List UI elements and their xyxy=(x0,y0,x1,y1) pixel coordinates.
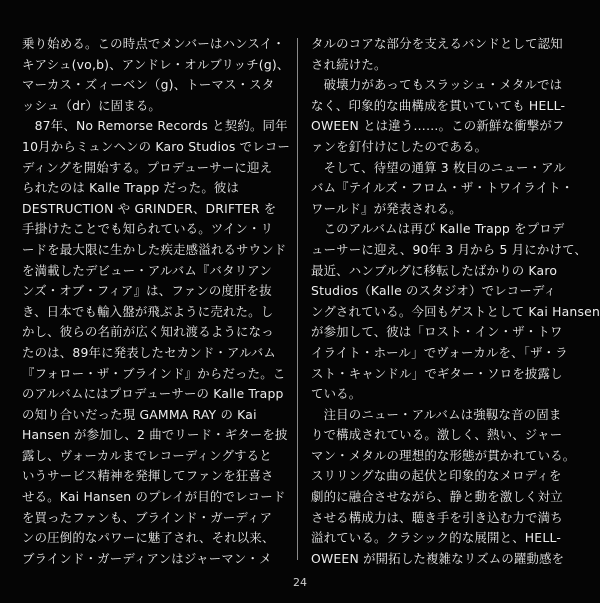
text-line: キアシュ(vo,b)、アンドレ・オルブリッチ(g)、 xyxy=(22,56,290,72)
text-line: Hansen が参加し、2 曲でリード・ギターを披 xyxy=(22,427,288,443)
text-line: き、日本でも輸入盤が飛ぶように売れた。し xyxy=(22,303,274,319)
text-line: マーカス・ズィーベン（g)、トーマス・スタ xyxy=(22,77,275,93)
text-line: 最近、ハンブルグに移転したばかりの Karo xyxy=(311,262,558,278)
text-line: られたのは Kalle Trapp だった。彼は xyxy=(22,180,240,196)
text-line: 溢れている。クラシック的な展開と、HELL- xyxy=(311,530,561,546)
text-line: ディングを開始する。プロデューサーに迎え xyxy=(22,159,273,175)
text-line: が参加して、彼は「ロスト・イン・ザ・トワ xyxy=(311,324,563,340)
text-line: マン・メタルの理想的な形態が貫かれている。 xyxy=(311,447,576,463)
text-line: Studios（Kalle のスタジオ）でレコーディ xyxy=(311,283,557,299)
text-line: OWEEN とは違う……。この新鮮な衝撃がフ xyxy=(311,118,565,134)
page-number: 24 xyxy=(293,576,307,589)
text-line: スト・キャンドル」でギター・ソロを披露し xyxy=(311,365,563,381)
text-line: ワールド』が発表される。 xyxy=(311,200,462,216)
text-line: され続けた。 xyxy=(311,56,387,72)
text-line: 劇的に融合させながら、静と動を激しく対立 xyxy=(311,489,563,505)
text-line: ァンを釘付けにしたのである。 xyxy=(311,138,488,154)
text-line: 87年、No Remorse Records と契約。同年 xyxy=(22,118,288,134)
text-line: 手掛けたことでも知られている。ツイン・リ xyxy=(22,221,274,237)
text-line: イライト・ホール」でヴォーカルを、「ザ・ラ xyxy=(311,344,568,360)
text-line: バム『テイルズ・フロム・ザ・トワイライト・ xyxy=(311,180,574,196)
text-line: DESTRUCTION や GRINDER、DRIFTER を xyxy=(22,200,277,216)
text-line: させる構成力は、聴き手を引き込む力で満ち xyxy=(311,509,563,525)
column-divider xyxy=(297,38,298,560)
text-line: タルのコアな部分を支えるバンドとして認知 xyxy=(311,36,563,51)
text-line: スリリングな曲の起伏と印象的なメロディを xyxy=(311,468,562,484)
text-line: ッシュ（dr）に固まる。 xyxy=(22,97,162,113)
text-line: なく、印象的な曲構成を貫いていても HELL- xyxy=(311,97,566,113)
text-line: このアルバムは再び Kalle Trapp をプロデ xyxy=(311,221,565,237)
text-line: 『フォロー・ザ・ブラインド』からだった。こ xyxy=(22,365,286,381)
text-line: ューサーに迎え、90年 3 月から 5 月にかけて、 xyxy=(311,241,588,257)
text-line: りで構成されている。激しく、熱い、ジャー xyxy=(311,427,563,443)
right-text-column xyxy=(311,34,600,569)
text-line: ブラインド・ガーディアンはジャーマン・メ xyxy=(22,550,272,566)
text-line: いうサービス精神を発揮してファンを狂喜さ xyxy=(22,468,274,484)
text-line: 乗り始める。この時点でメンバーはハンスイ・ xyxy=(22,36,285,51)
text-line: ンズ・オブ・フィア』は、ファンの度肝を抜 xyxy=(22,283,272,299)
left-text-column xyxy=(22,34,292,569)
text-line: たのは、89年に発表したセカンド・アルバム xyxy=(22,344,277,360)
text-line: ングされている。今回もゲストとして Kai Hansen xyxy=(311,303,600,319)
text-line: のアルバムにはプロデューサーの Kalle Trapp xyxy=(22,386,284,402)
text-line: を買ったファンも、ブラインド・ガーディア xyxy=(22,509,273,525)
text-line: 注目のニュー・アルバムは強靱な音の固ま xyxy=(311,406,562,422)
text-line: せる。Kai Hansen のプレイが目的でレコード xyxy=(22,489,286,505)
text-line: を満載したデビュー・アルバム『バタリアン xyxy=(22,262,272,278)
text-line: 露し、ヴォーカルまでレコーディングすると xyxy=(22,447,272,463)
text-line: 10月からミュンヘンの Karo Studios でレコー xyxy=(22,138,291,154)
text-line: 破壊力があってもスラッシュ・メタルでは xyxy=(311,77,563,93)
text-line: ンの圧倒的なパワーに魅了され、それ以来、 xyxy=(22,530,275,546)
text-line: の知り合いだった現 GAMMA RAY の Kai xyxy=(22,406,257,422)
text-line: OWEEN が開拓した複雑なリズムの躍動感を xyxy=(311,550,565,566)
text-line: そして、待望の通算 3 枚目のニュー・アル xyxy=(311,159,566,175)
text-line: ている。 xyxy=(311,386,362,402)
text-line: かし、彼らの名前が広く知れ渡るようになっ xyxy=(22,324,274,340)
text-line: ードを最大限に生かした疾走感溢れるサウンド xyxy=(22,241,287,257)
